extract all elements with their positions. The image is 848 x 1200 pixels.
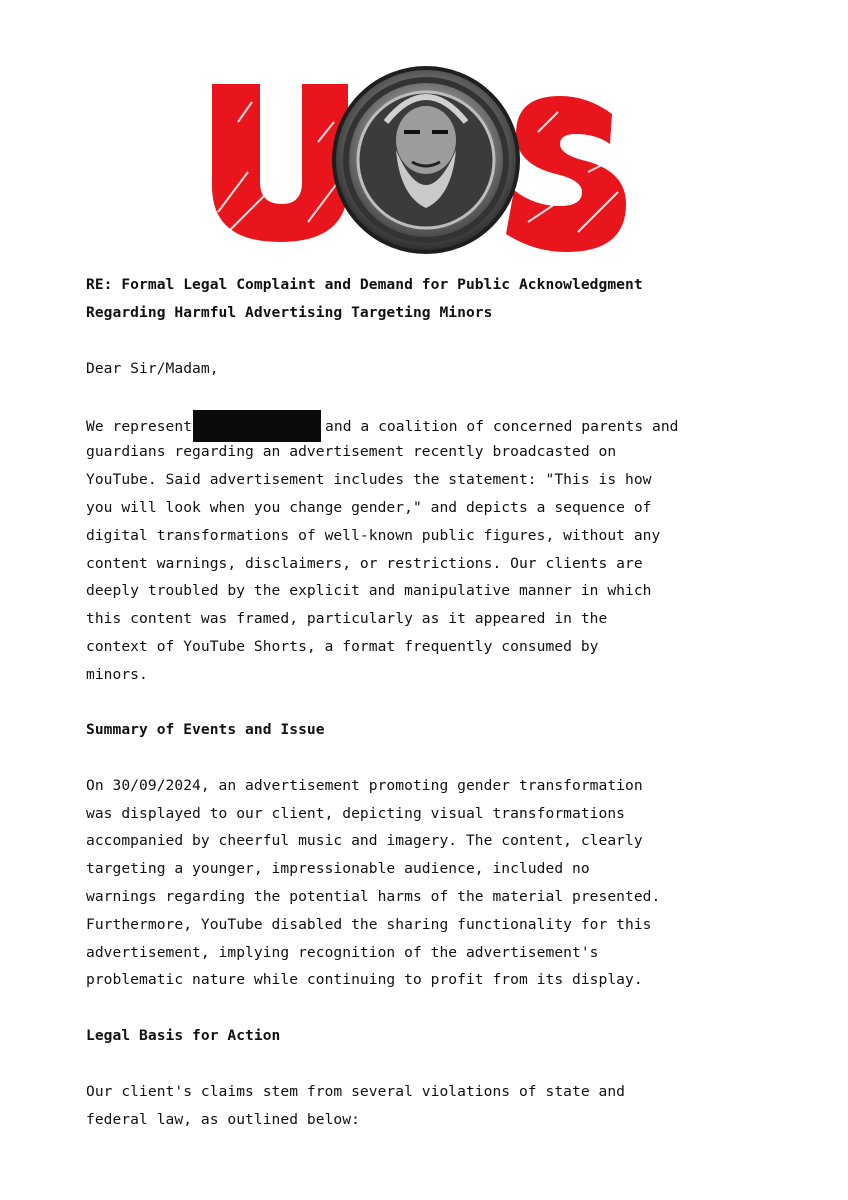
- section-heading-legal-basis: Legal Basis for Action: [86, 1027, 281, 1044]
- summary-line: targeting a younger, impressionable audience, included no: [86, 860, 590, 877]
- subject-line-2: Regarding Harmful Advertising Targeting Minors: [86, 304, 493, 321]
- intro-line: YouTube. Said advertisement includes the statement: "This is how: [86, 471, 652, 488]
- intro-line: this content was framed, particularly as it appeared in the: [86, 610, 608, 627]
- summary-line: warnings regarding the potential harms of the material presented.: [86, 888, 661, 905]
- summary-line: accompanied by cheerful music and imagery. The content, clearly: [86, 832, 643, 849]
- legal-basis-line: Our client's claims stem from several violations of state and: [86, 1083, 626, 1100]
- summary-line: On 30/09/2024, an advertisement promoting gender transformation: [86, 777, 643, 794]
- summary-line: problematic nature while continuing to profit from its display.: [86, 971, 643, 988]
- intro-line: context of YouTube Shorts, a format frequently consumed by: [86, 638, 599, 655]
- intro-line: digital transformations of well-known public figures, without any: [86, 527, 661, 544]
- summary-line: advertisement, implying recognition of the advertisement's: [86, 944, 599, 961]
- logo-letter-u: [212, 84, 348, 242]
- intro-line: you will look when you change gender," and depicts a sequence of: [86, 499, 652, 516]
- letterhead-logo: [208, 62, 640, 260]
- intro-trail-text: and a coalition of concerned parents and: [325, 418, 679, 435]
- greeting: Dear Sir/Madam,: [86, 360, 219, 377]
- intro-line: content warnings, disclaimers, or restrictions. Our clients are: [86, 555, 643, 572]
- summary-line: was displayed to our client, depicting visual transformations: [86, 805, 626, 822]
- intro-lead-text: We represent: [86, 418, 193, 435]
- intro-line: guardians regarding an advertisement recently broadcasted on: [86, 443, 617, 460]
- legal-basis-line: federal law, as outlined below:: [86, 1111, 360, 1128]
- uos-logo-graphic: [208, 62, 640, 260]
- intro-line: deeply troubled by the explicit and manipulative manner in which: [86, 582, 652, 599]
- summary-line: Furthermore, YouTube disabled the sharing functionality for this: [86, 916, 652, 933]
- logo-letter-s: [506, 96, 626, 252]
- section-heading-summary: Summary of Events and Issue: [86, 721, 325, 738]
- subject-line-1: RE: Formal Legal Complaint and Demand for Public Acknowledgment: [86, 276, 643, 293]
- intro-line: minors.: [86, 666, 148, 683]
